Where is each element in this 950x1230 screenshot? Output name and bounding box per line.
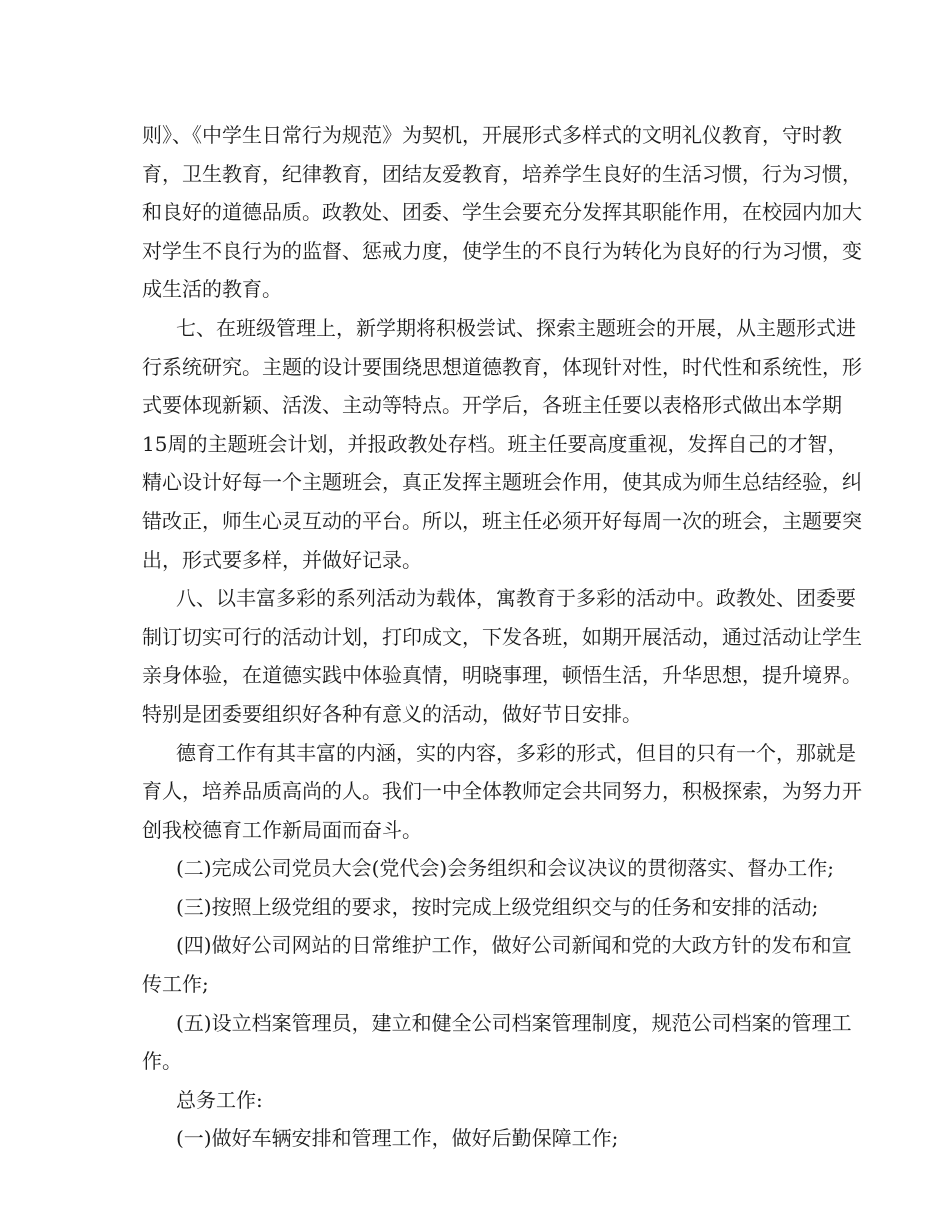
list-item — [142, 1119, 812, 1158]
paragraph-line: (二)完成公司党员大会(党代会)会务组织和会议决议的贯彻落实、督办工作; — [176, 856, 834, 881]
paragraph-1 — [142, 116, 862, 309]
paragraph-line: 八、以丰富多彩的系列活动为载体，寓教育于多彩的活动中。政教处、团委要 — [176, 586, 856, 611]
paragraph-line: 15周的主题班会计划，并报政教处存档。班主任要高度重视，发挥自己的才智， — [142, 431, 848, 456]
paragraph-line: 精心设计好每一个主题班会，真正发挥主题班会作用，使其成为师生总结经验，纠 — [142, 470, 862, 495]
paragraph-line: 七、在班级管理上，新学期将积极尝试、探索主题班会的开展，从主题形式进 — [176, 315, 856, 340]
paragraph-line: 成生活的教育。 — [142, 277, 282, 302]
paragraph-line: 则》、《中学生日常行为规范》为契机，开展形式多样式的文明礼仪教育，守时教 — [142, 123, 842, 147]
paragraph-line: 和良好的道德品质。政教处、团委、学生会要充分发挥其职能作用，在校园内加大 — [142, 200, 862, 225]
paragraph-2 — [142, 309, 862, 579]
paragraph-line: 对学生不良行为的监督、惩戒力度，使学生的不良行为转化为良好的行为习惯，变 — [142, 238, 862, 263]
list-item — [142, 888, 819, 927]
paragraph-4 — [142, 734, 862, 850]
paragraph-line: 育，卫生教育，纪律教育，团结友爱教育，培养学生良好的生活习惯，行为习惯， — [142, 161, 862, 186]
paragraph-line: (三)按照上级党组的要求，按时完成上级党组织交与的任务和安排的活动; — [176, 894, 819, 919]
paragraph-line: (一)做好车辆安排和管理工作，做好后勤保障工作; — [176, 1126, 619, 1151]
paragraph-line: 制订切实可行的活动计划，打印成文，下发各班，如期开展活动，通过活动让学生 — [142, 624, 862, 649]
paragraph-line: 式要体现新颖、活泼、主动等特点。开学后，各班主任要以表格形式做出本学期 — [142, 393, 842, 418]
paragraph-line: 育人，培养品质高尚的人。我们一中全体教师定会共同努力，积极探索，为努力开 — [142, 779, 862, 804]
paragraph-line: 传工作; — [142, 972, 209, 997]
paragraph-line: 行系统研究。主题的设计要围绕思想道德教育，体现针对性，时代性和系统性，形 — [142, 354, 862, 379]
list-item — [142, 926, 852, 1003]
document-body — [142, 116, 862, 1158]
list-item — [142, 1004, 852, 1081]
section-heading-text: 总务工作: — [176, 1087, 263, 1112]
list-item — [142, 849, 834, 888]
paragraph-3 — [142, 579, 862, 733]
paragraph-line: 特别是团委要组织好各种有意义的活动，做好节日安排。 — [142, 701, 642, 726]
paragraph-line: (五)设立档案管理员，建立和健全公司档案管理制度，规范公司档案的管理工 — [176, 1010, 852, 1035]
paragraph-line: 德育工作有其丰富的内涵，实的内容，多彩的形式，但目的只有一个，那就是 — [176, 740, 856, 765]
paragraph-line: (四)做好公司网站的日常维护工作，做好公司新闻和党的大政方针的发布和宣 — [176, 933, 852, 958]
paragraph-line: 作。 — [142, 1049, 182, 1074]
paragraph-line: 出，形式要多样，并做好记录。 — [142, 547, 422, 572]
section-heading — [142, 1081, 812, 1120]
paragraph-line: 错改正，师生心灵互动的平台。所以，班主任必须开好每周一次的班会，主题要突 — [142, 508, 862, 533]
paragraph-line: 亲身体验，在道德实践中体验真情，明晓事理，顿悟生活，升华思想，提升境界。 — [142, 663, 862, 688]
paragraph-line: 创我校德育工作新局面而奋斗。 — [142, 817, 422, 842]
